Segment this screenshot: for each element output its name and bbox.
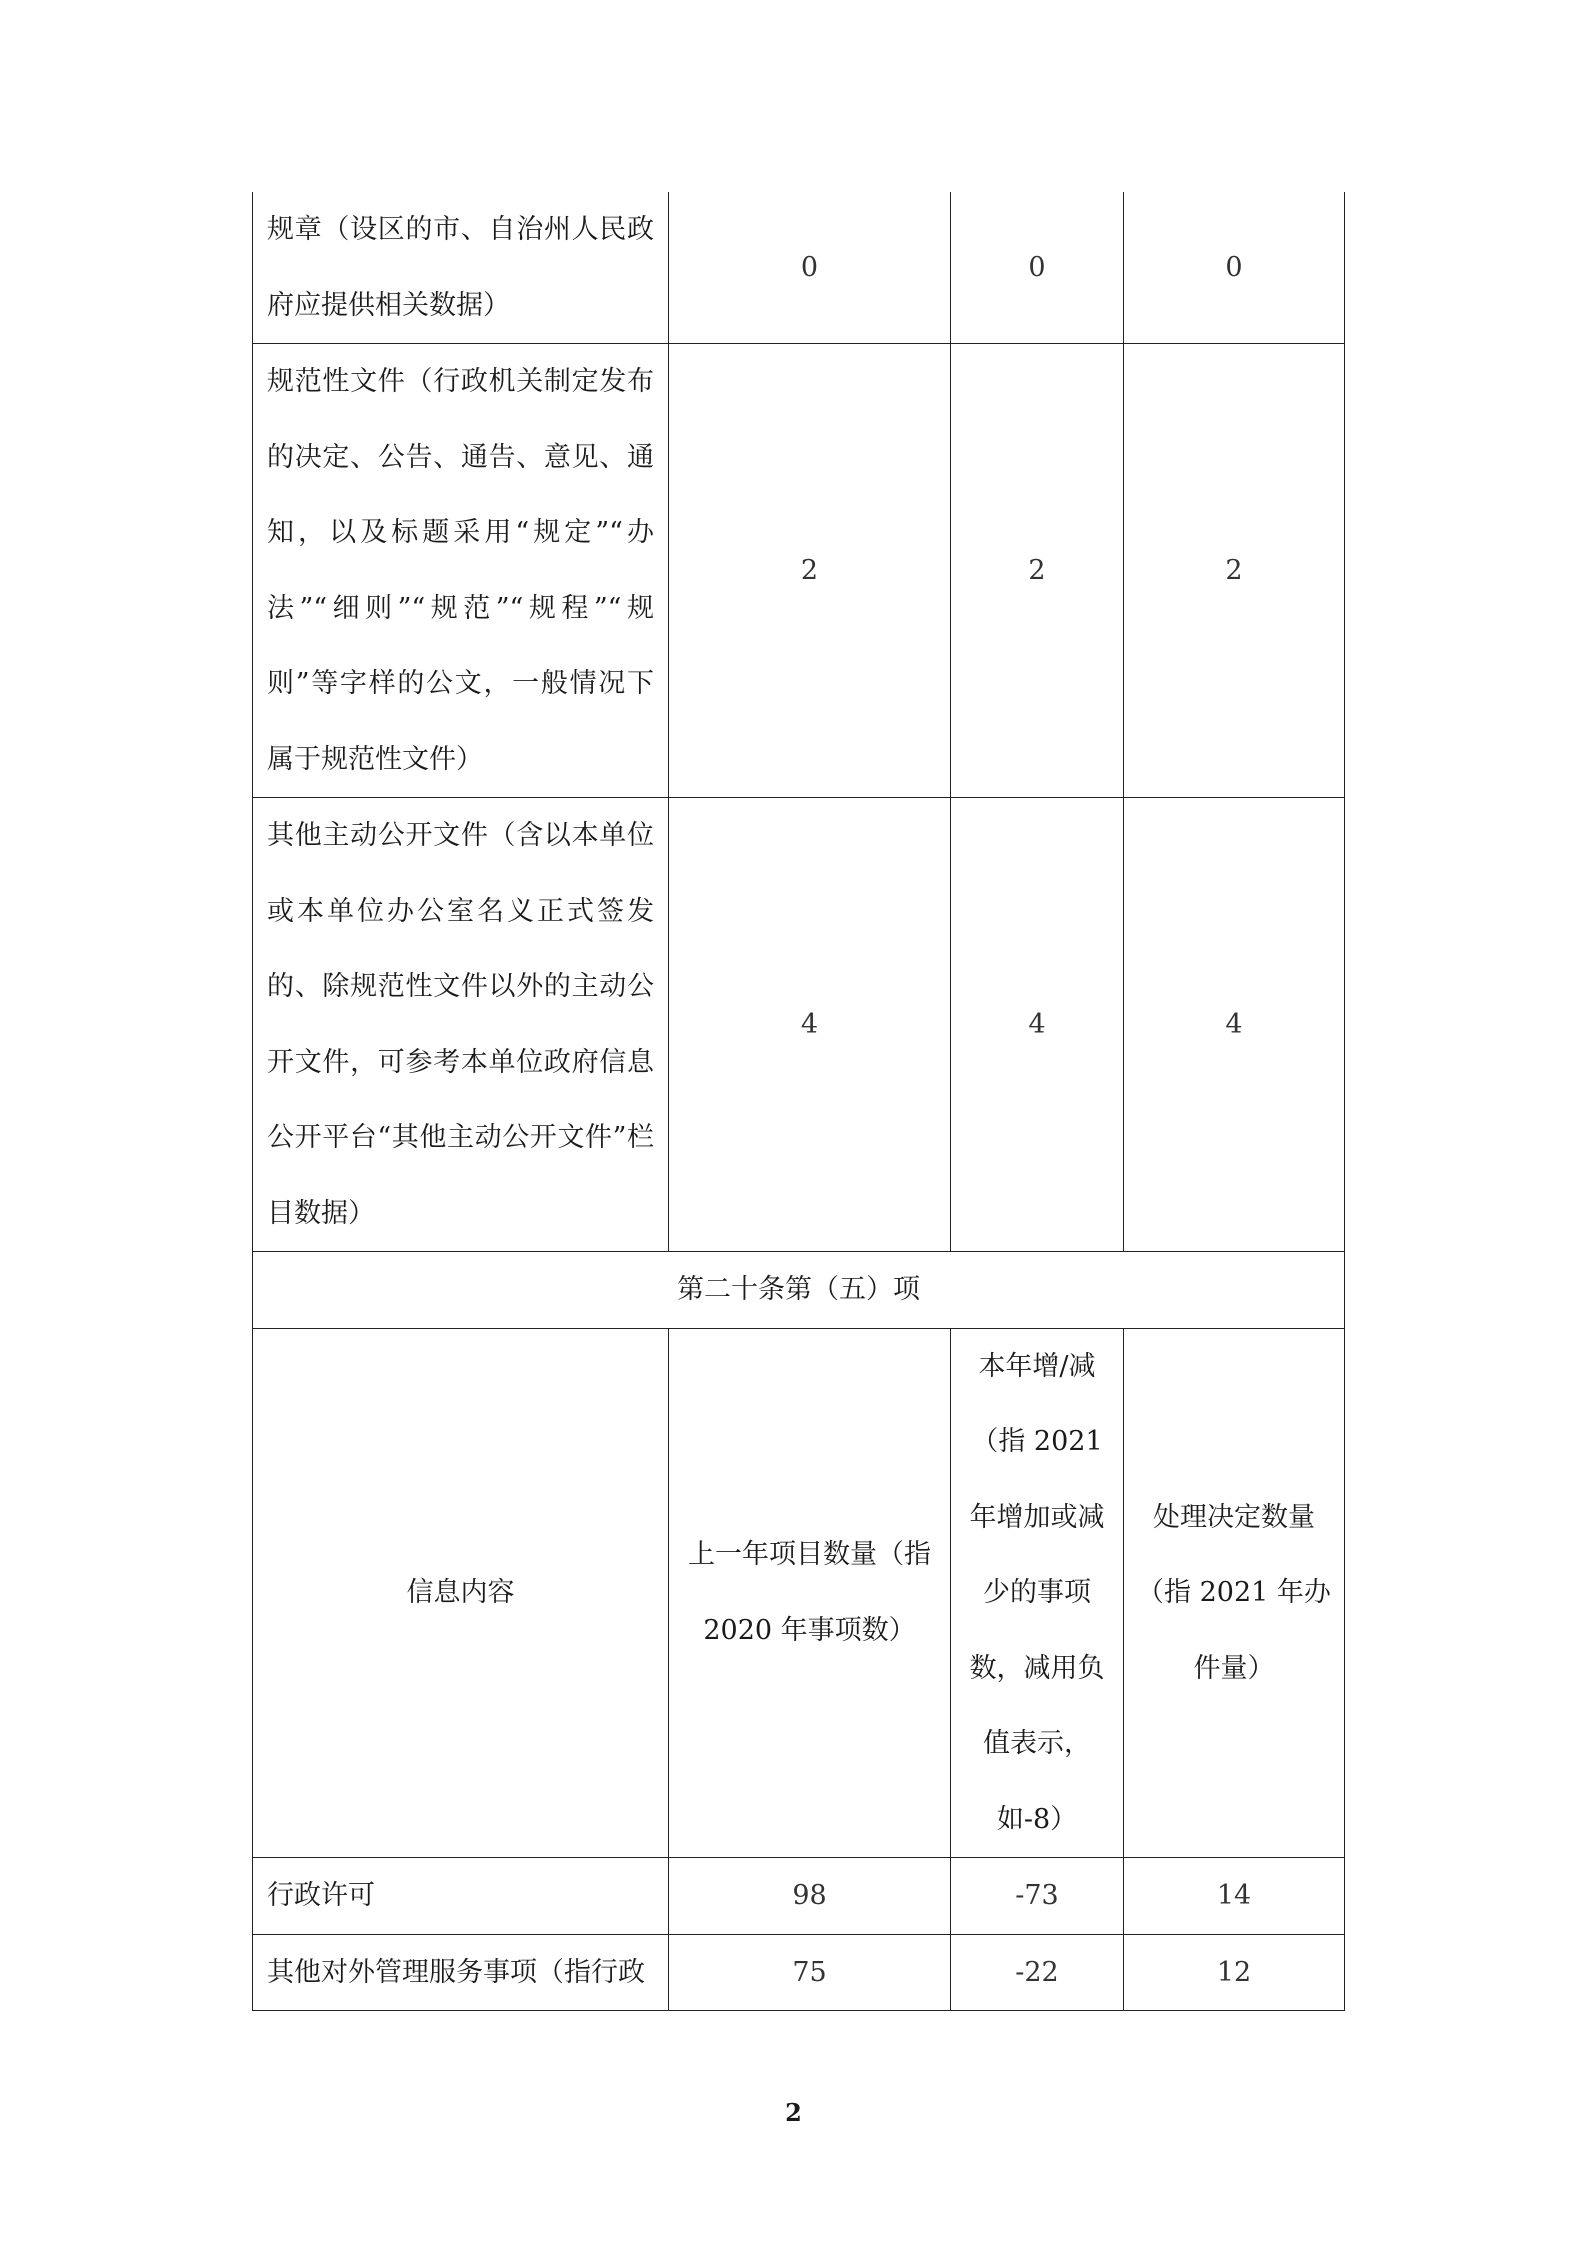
table-row-normative-documents — [253, 344, 1345, 798]
page-number: 2 — [785, 2098, 802, 2127]
cell-value: 75 — [669, 1934, 951, 2011]
cell-value: -22 — [951, 1934, 1124, 2011]
cell-value: 98 — [669, 1858, 951, 1935]
row-label-administrative-license: 行政许可 — [253, 1858, 669, 1935]
row-label-other-services: 其他对外管理服务事项（指行政 — [253, 1934, 669, 2011]
cell-value: 12 — [1124, 1934, 1345, 2011]
info-disclosure-table — [252, 192, 1345, 2011]
cell-value: 0 — [669, 192, 951, 344]
cell-value: 0 — [951, 192, 1124, 344]
cell-value: 2 — [669, 344, 951, 798]
cell-value: 2 — [951, 344, 1124, 798]
table-row-other-services — [253, 1934, 1345, 2011]
cell-value: 4 — [1124, 798, 1345, 1252]
row-label-normative-documents: 规范性文件（行政机关制定发布的决定、公告、通告、意见、通知，以及标题采用“规定”“办法”“细则”“规范”“规程”“规则”等字样的公文，一般情况下属于规范性文件） — [253, 344, 669, 798]
cell-value: 2 — [1124, 344, 1345, 798]
header-change-this-year: 本年增/减（指 2021 年增加或减少的事项数，减用负值表示，如-8） — [951, 1328, 1124, 1858]
table-row-administrative-license — [253, 1858, 1345, 1935]
cell-value: 0 — [1124, 192, 1345, 344]
table-row-section-title — [253, 1252, 1345, 1329]
cell-value: 4 — [669, 798, 951, 1252]
section-title: 第二十条第（五）项 — [253, 1252, 1345, 1329]
cell-value: 14 — [1124, 1858, 1345, 1935]
cell-value: 4 — [951, 798, 1124, 1252]
cell-value: -73 — [951, 1858, 1124, 1935]
table-header-row — [253, 1328, 1345, 1858]
table-row-regulations — [253, 192, 1345, 344]
header-info-content: 信息内容 — [253, 1328, 669, 1858]
row-label-other-documents: 其他主动公开文件（含以本单位或本单位办公室名义正式签发的、除规范性文件以外的主动公开文件，可参考本单位政府信息公开平台“其他主动公开文件”栏目数据） — [253, 798, 669, 1252]
table-row-other-documents — [253, 798, 1345, 1252]
row-label-regulations: 规章（设区的市、自治州人民政府应提供相关数据） — [253, 192, 669, 344]
header-previous-year-count: 上一年项目数量（指 2020 年事项数） — [669, 1328, 951, 1858]
header-decision-count: 处理决定数量（指 2021 年办件量） — [1124, 1328, 1345, 1858]
